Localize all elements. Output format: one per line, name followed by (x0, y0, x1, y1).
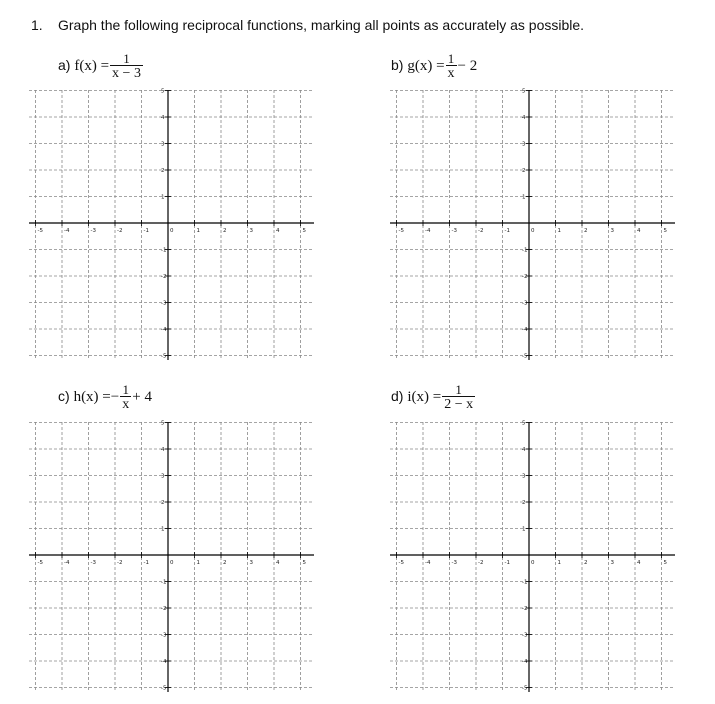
x-tick-label: -2 (117, 560, 123, 566)
x-tick-label: 3 (249, 228, 253, 234)
y-tick-label: -3 (522, 632, 528, 639)
y-tick-label: 4 (522, 115, 526, 121)
x-tick-label: 5 (663, 228, 667, 234)
y-tick-label: -5 (522, 353, 528, 360)
problem-b-fraction (446, 52, 457, 81)
y-tick-label: -2 (522, 274, 528, 280)
y-tick-label: 1 (161, 194, 165, 201)
x-tick-label: 0 (170, 228, 174, 234)
x-tick-label: 3 (610, 560, 614, 566)
y-tick-label: -3 (161, 300, 167, 307)
y-tick-label: -2 (161, 606, 167, 612)
x-tick-label: 3 (610, 228, 614, 234)
y-tick-label: 2 (522, 500, 526, 506)
y-tick-label: -3 (161, 632, 167, 639)
problem-b-numerator: 1 (447, 51, 455, 66)
problem-d-letter: d) (391, 388, 404, 405)
grid-a[interactable] (29, 84, 314, 366)
y-tick-label: 5 (161, 88, 165, 95)
x-tick-label: -1 (143, 228, 149, 234)
y-tick-label: -4 (161, 327, 167, 333)
x-tick-label: -5 (37, 228, 43, 234)
y-tick-label: 4 (161, 115, 165, 121)
y-tick-label: -5 (522, 685, 528, 692)
problem-c-label (58, 383, 152, 412)
y-tick-label: 1 (522, 194, 526, 201)
problem-a-denominator: x − 3 (112, 66, 141, 81)
y-tick-label: 5 (522, 88, 526, 95)
y-tick-label: 5 (161, 420, 165, 427)
x-tick-label: 2 (223, 560, 227, 566)
problem-a-letter: a) (58, 57, 71, 74)
grid-b[interactable] (390, 84, 675, 366)
problem-a-numerator: 1 (123, 51, 130, 66)
y-tick-label: -1 (161, 247, 167, 254)
x-tick-label: -4 (425, 228, 431, 234)
problem-c-fraction (120, 383, 131, 412)
y-tick-label: 4 (161, 447, 165, 453)
problem-b-lhs: g(x) = (407, 58, 445, 75)
y-tick-label: 1 (161, 526, 165, 533)
problem-b-letter: b) (391, 57, 404, 74)
x-tick-label: 0 (531, 560, 535, 566)
grid-c[interactable] (29, 416, 314, 698)
problem-d-fraction (442, 383, 475, 412)
x-tick-label: 4 (637, 228, 641, 234)
x-tick-label: -4 (64, 228, 70, 234)
y-tick-label: 3 (522, 473, 526, 480)
x-tick-label: 5 (663, 560, 667, 566)
x-tick-label: -3 (451, 228, 457, 234)
x-tick-label: -1 (504, 560, 510, 566)
x-tick-label: 4 (637, 560, 641, 566)
y-tick-label: -1 (522, 579, 528, 586)
x-tick-label: -3 (90, 228, 96, 234)
y-tick-label: -1 (161, 579, 167, 586)
y-tick-label: 4 (522, 447, 526, 453)
x-tick-label: 5 (302, 228, 306, 234)
y-tick-label: -4 (522, 327, 528, 333)
x-tick-label: 1 (557, 228, 561, 234)
y-tick-label: 2 (161, 168, 165, 174)
problem-b-post: − 2 (457, 58, 478, 75)
x-tick-label: 2 (584, 228, 588, 234)
x-tick-label: 0 (170, 560, 174, 566)
x-tick-label: 5 (302, 560, 306, 566)
x-tick-label: -3 (90, 560, 96, 566)
grid-d[interactable] (390, 416, 675, 698)
problem-d-label (391, 383, 476, 412)
x-tick-label: -2 (478, 560, 484, 566)
x-tick-label: -4 (425, 560, 431, 566)
problem-c-pre: − (110, 389, 120, 406)
y-tick-label: -2 (161, 274, 167, 280)
y-tick-label: 1 (522, 526, 526, 533)
y-tick-label: 2 (522, 168, 526, 174)
problem-d-denominator: 2 − x (444, 397, 474, 412)
problem-c-numerator: 1 (122, 382, 129, 397)
y-tick-label: -4 (522, 659, 528, 665)
y-tick-label: -3 (522, 300, 528, 307)
x-tick-label: -1 (504, 228, 510, 234)
y-tick-label: -1 (522, 247, 528, 254)
y-tick-label: 2 (161, 500, 165, 506)
problem-a-lhs: f(x) = (74, 58, 110, 75)
problem-c-letter: c) (58, 388, 70, 405)
problem-b-label (391, 52, 477, 81)
problem-c-post: + 4 (132, 389, 152, 406)
y-tick-label: 3 (161, 473, 165, 480)
x-tick-label: -2 (478, 228, 484, 234)
problem-c-lhs: h(x) = (73, 389, 111, 406)
question-text: Graph the following reciprocal functions, marking all points as accurately as possible. (58, 17, 585, 33)
x-tick-label: -2 (117, 228, 123, 234)
x-tick-label: -5 (398, 228, 404, 234)
y-tick-label: -2 (522, 606, 528, 612)
y-tick-label: -5 (161, 685, 167, 692)
problem-d-lhs: i(x) = (407, 389, 442, 406)
x-tick-label: -5 (398, 560, 404, 566)
y-tick-label: 5 (522, 420, 526, 427)
question-number: 1. (31, 17, 43, 33)
x-tick-label: 0 (531, 228, 535, 234)
x-tick-label: -1 (143, 560, 149, 566)
x-tick-label: 1 (196, 228, 200, 234)
x-tick-label: -3 (451, 560, 457, 566)
x-tick-label: -4 (64, 560, 70, 566)
x-tick-label: 4 (276, 228, 280, 234)
problem-b-denominator: x (447, 66, 455, 81)
y-tick-label: 3 (522, 141, 526, 148)
x-tick-label: 4 (276, 560, 280, 566)
y-tick-label: -5 (161, 353, 167, 360)
x-tick-label: -5 (37, 560, 43, 566)
x-tick-label: 1 (557, 560, 561, 566)
problem-a-fraction (110, 52, 143, 81)
x-tick-label: 2 (223, 228, 227, 234)
problem-c-denominator: x (122, 397, 130, 412)
problem-a-label (58, 52, 144, 81)
x-tick-label: 3 (249, 560, 253, 566)
x-tick-label: 1 (196, 560, 200, 566)
y-tick-label: 3 (161, 141, 165, 148)
x-tick-label: 2 (584, 560, 588, 566)
y-tick-label: -4 (161, 659, 167, 665)
problem-d-numerator: 1 (455, 382, 462, 397)
